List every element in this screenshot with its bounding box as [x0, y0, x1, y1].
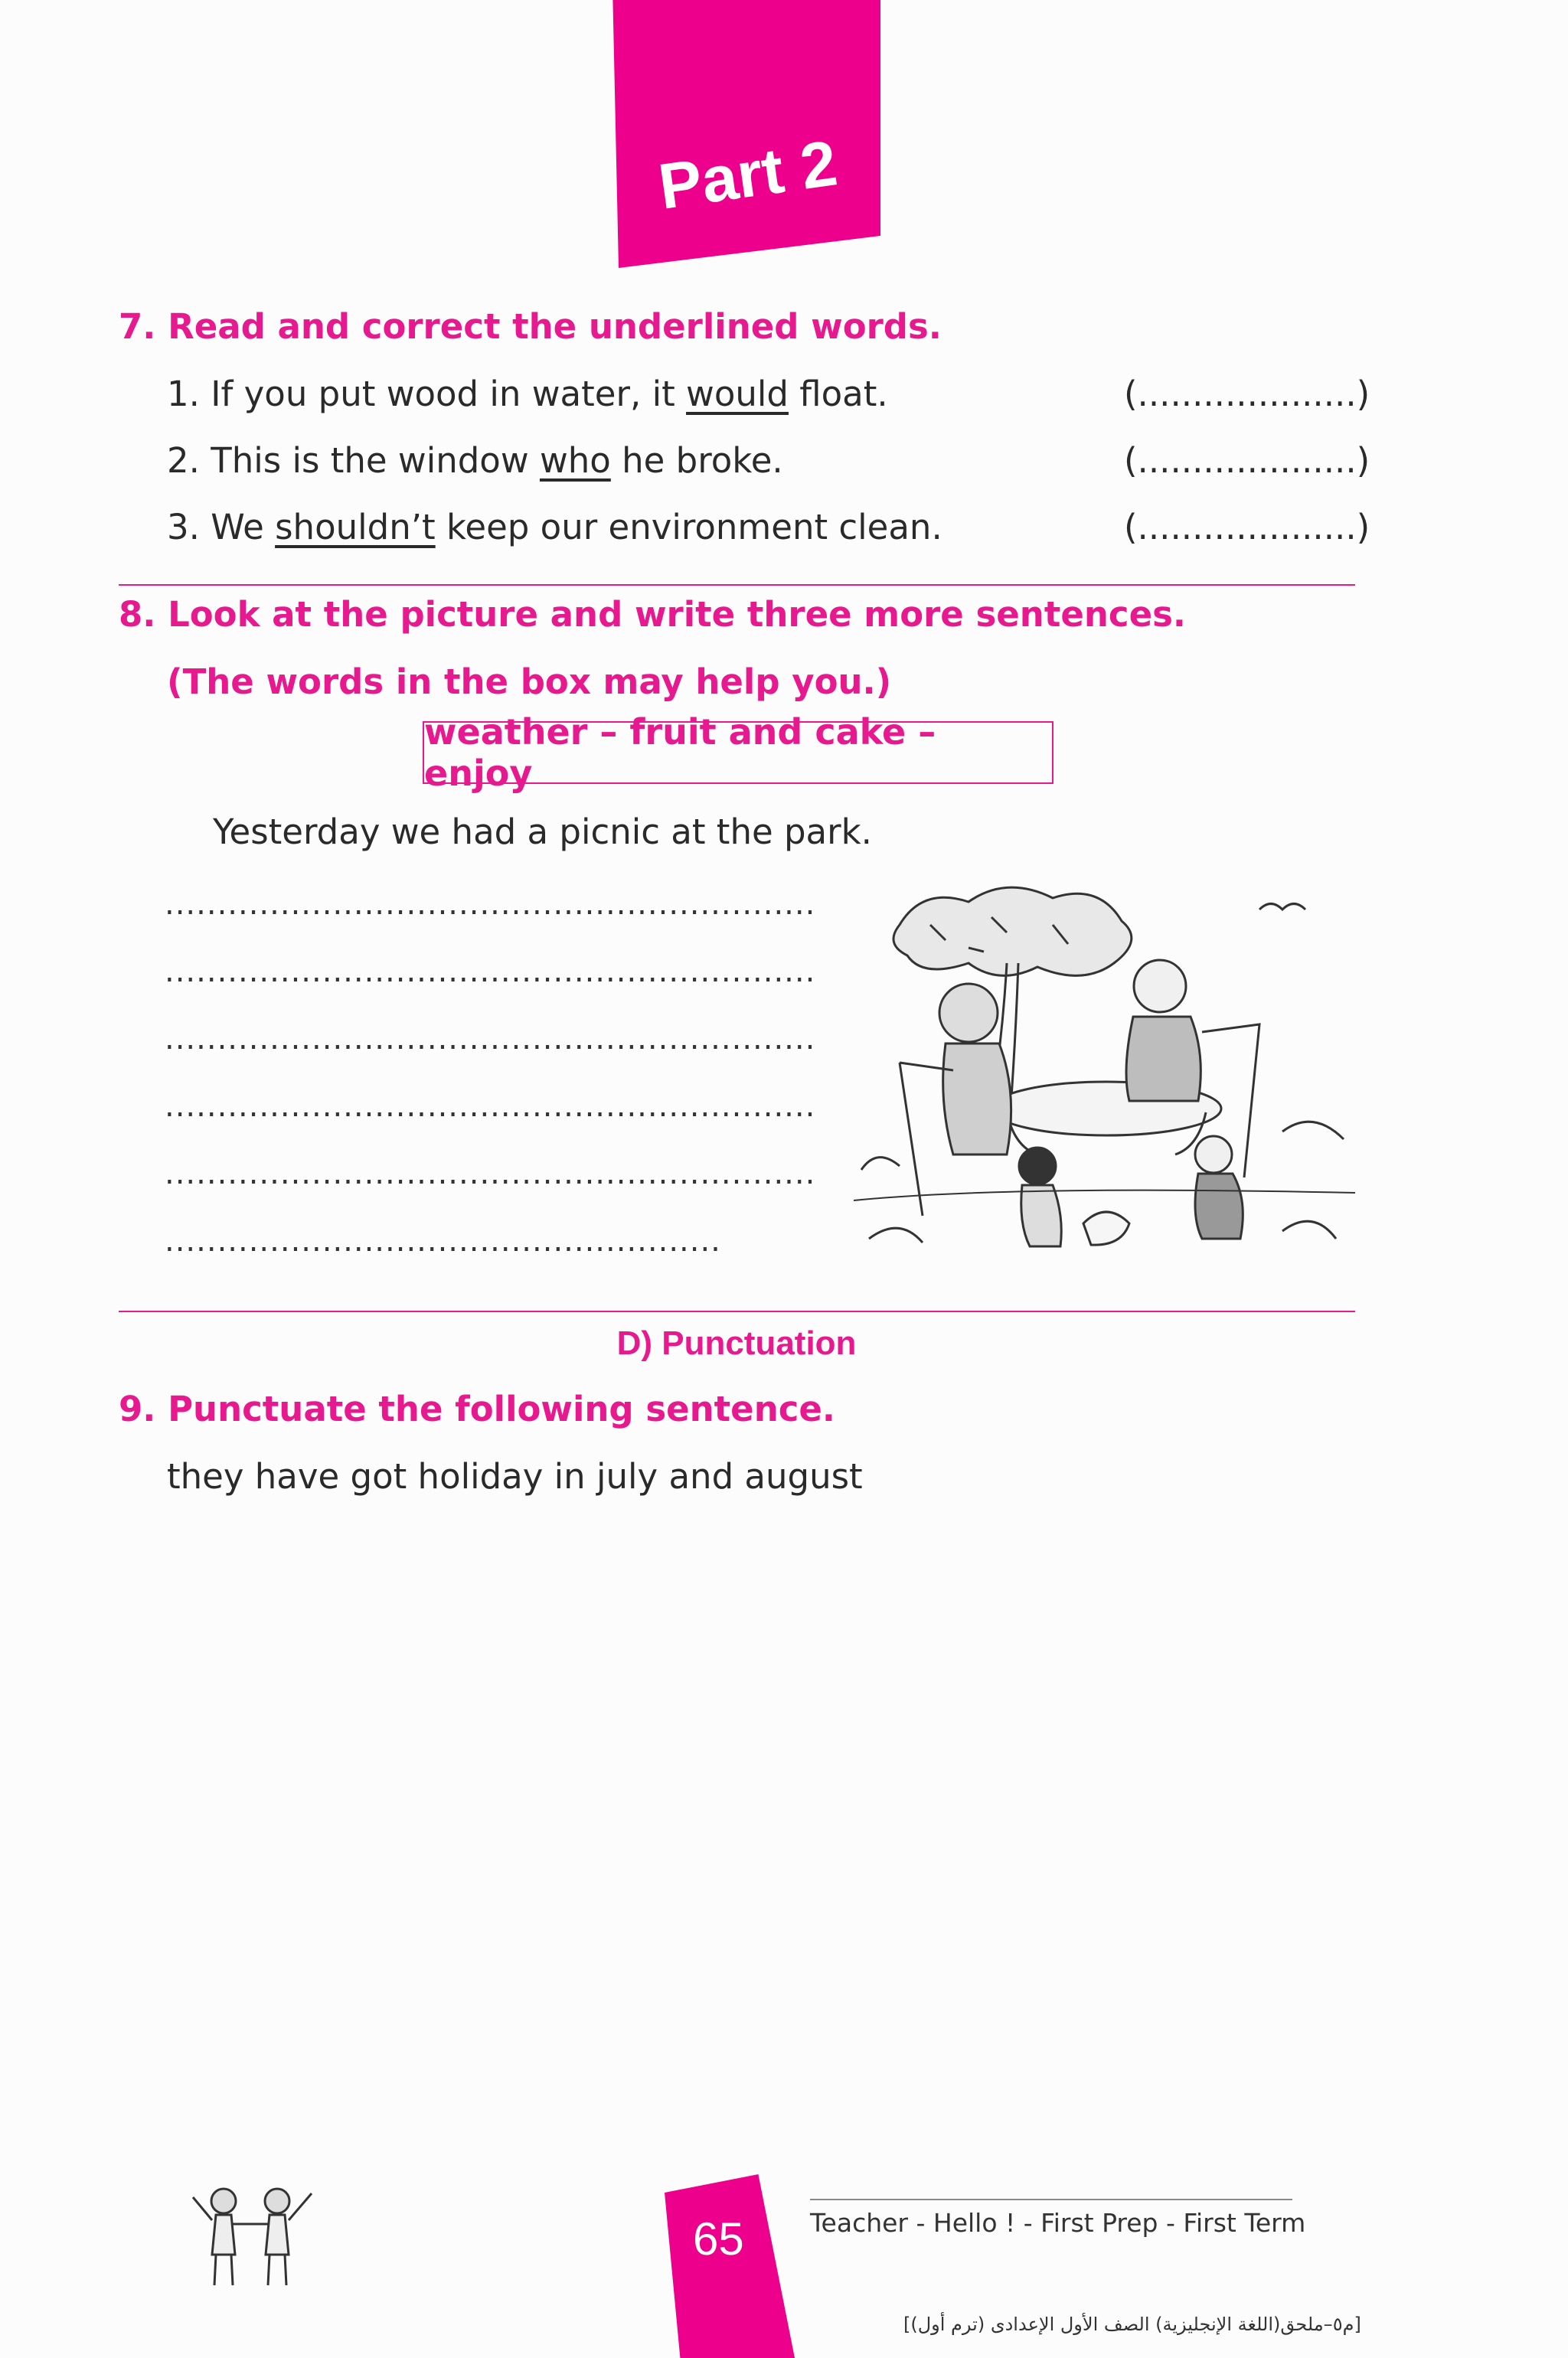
answer-line-3[interactable]: .............................................................. — [165, 1021, 816, 1057]
footer-divider — [810, 2199, 1292, 2200]
answer-line-6[interactable]: ..................................................... — [165, 1223, 721, 1259]
q7-answer-blank-1[interactable]: (....................) — [1124, 374, 1370, 414]
answer-line-2[interactable]: .............................................................. — [165, 954, 816, 989]
underlined-word: would — [686, 374, 789, 414]
page-number: 65 — [693, 2213, 744, 2265]
q8-heading: 8. Look at the picture and write three more sentences. — [119, 594, 1186, 635]
section-d-title: D) Punctuation — [616, 1324, 857, 1362]
example-sentence: Yesterday we had a picnic at the park. — [213, 812, 872, 852]
word-box — [423, 711, 1054, 794]
q7-item-1: 1. If you put wood in water, it would float. — [167, 374, 888, 414]
q9-heading: 9. Punctuate the following sentence. — [119, 1389, 836, 1429]
underlined-word: shouldn’t — [275, 507, 436, 547]
q7-answer-blank-3[interactable]: (....................) — [1124, 507, 1370, 547]
book-title: Teacher - Hello ! - First Prep - First Term — [810, 2208, 1306, 2238]
answer-line-5[interactable]: .............................................................. — [165, 1156, 816, 1191]
answer-line-1[interactable]: .............................................................. — [165, 887, 816, 922]
picnic-illustration — [854, 879, 1355, 1277]
arabic-footnote: [م٥–ملحق(اللغة الإنجليزية) الصف الأول الإعدادى (ترم أول)] — [903, 2314, 1361, 2335]
section-divider — [119, 1311, 1355, 1312]
part-banner — [590, 0, 880, 268]
section-divider — [119, 584, 1355, 586]
q9-sentence: they have got holiday in july and august — [167, 1456, 863, 1497]
q7-item-2: 2. This is the window who he broke. — [167, 440, 783, 481]
q7-item-3: 3. We shouldn’t keep our environment clean. — [167, 507, 942, 547]
part-title: Part 2 — [654, 126, 841, 223]
page-number-tab — [665, 2174, 795, 2358]
answer-line-4[interactable]: .............................................................. — [165, 1089, 816, 1124]
word-box-text: weather – fruit and cake – enjoy — [424, 711, 936, 794]
q7-heading: 7. Read and correct the underlined words. — [119, 306, 942, 347]
q7-answer-blank-2[interactable]: (....................) — [1124, 440, 1370, 481]
q8-subheading: (The words in the box may help you.) — [167, 661, 892, 702]
kids-logo — [178, 2170, 331, 2293]
underlined-word: who — [539, 440, 611, 481]
